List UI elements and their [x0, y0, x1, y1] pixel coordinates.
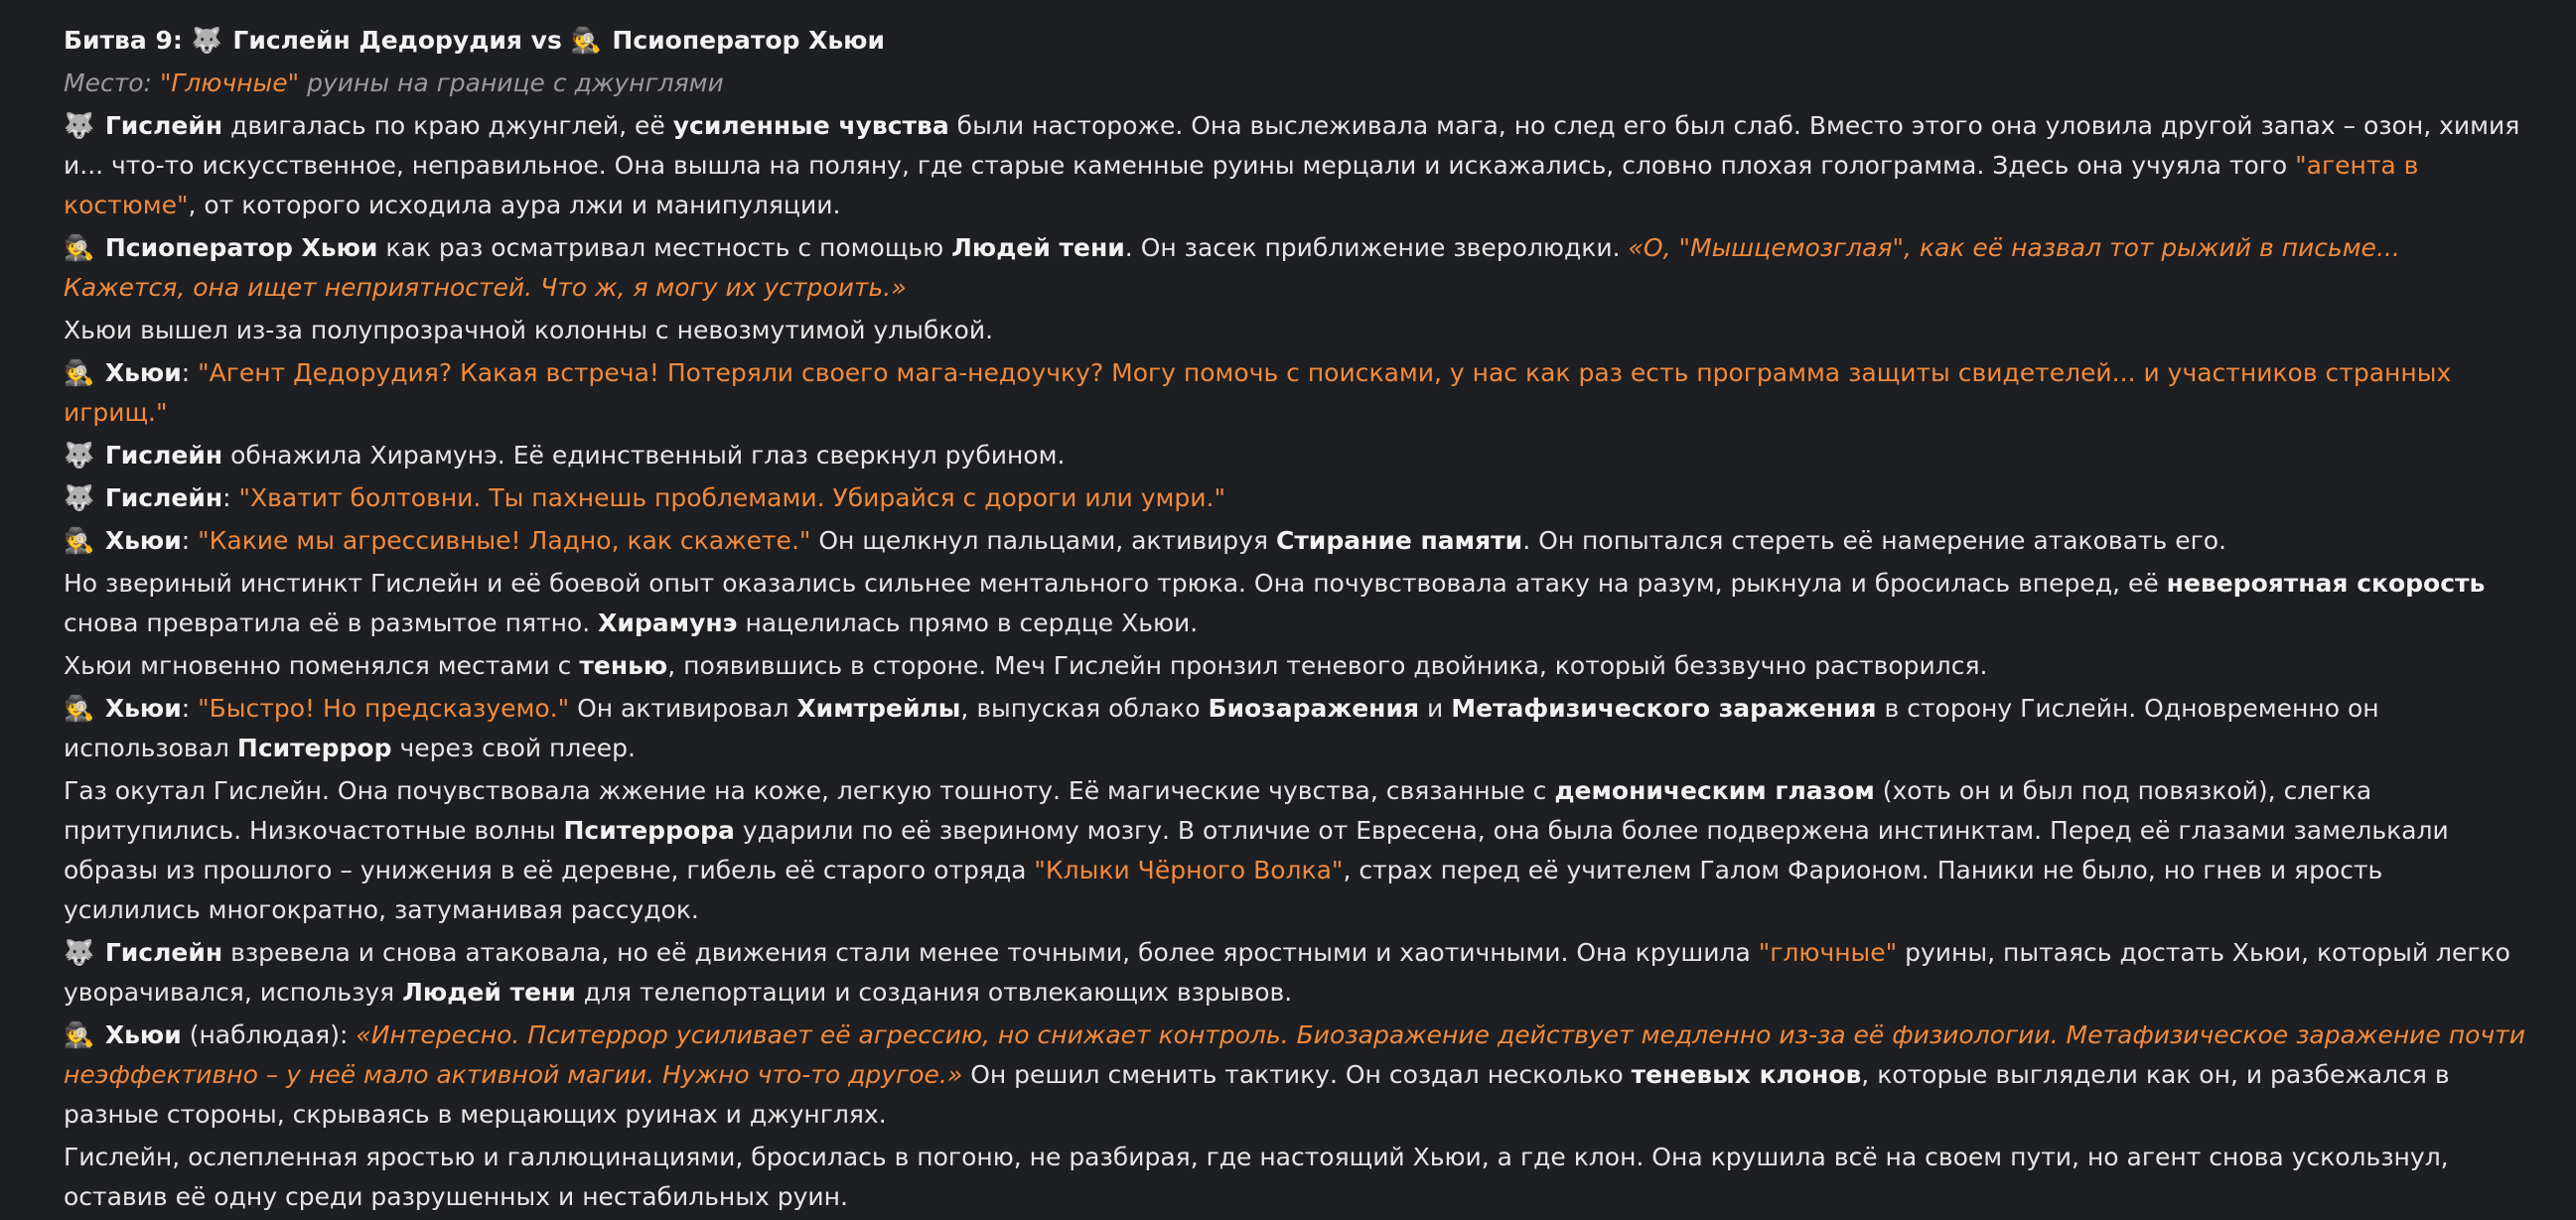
text-segment: руины, пытаясь достать Хьюи, который легко уворачивался, используя	[64, 938, 2510, 1007]
text-segment: :	[181, 358, 199, 387]
bold-term: Пситеррора	[563, 816, 735, 845]
text-segment: и	[1419, 694, 1452, 723]
bold-term: Стирание памяти	[1275, 526, 1523, 555]
quote-text: «О, "Мышцемозглая", как её назвал тот рыжий в письме... Кажется, она ищет неприятностей. Что ж, я могу их устроить.»	[64, 233, 2400, 302]
text-segment: двигалась по краю джунглей, её	[222, 111, 673, 140]
quote-text: "Глючные"	[159, 68, 300, 97]
text-segment: ударили по её звериному мозгу. В отличие от Евресена, она была более подвержена инстинктам. Перед её глазами замелькали образы из прошлого – унижения в её деревне, гибель её старого отряда	[64, 816, 2449, 884]
text-segment: через свой плеер.	[391, 734, 636, 762]
text-segment: были настороже. Она выслеживала мага, но след его был слаб. Вместо этого она уловила другой запах – озон, химия и... что-то искусственное, неправильное. Она вышла на поляну, где старые каменные руины мерцали и искажались, словно плохая голограмма. Здесь она учуяла того	[64, 111, 2520, 180]
text-segment: как раз осматривал местность с помощью	[377, 233, 952, 262]
text-segment: :	[222, 483, 239, 512]
text-segment: Хьюи мгновенно поменялся местами с	[64, 651, 580, 680]
wolf-icon: 🐺	[64, 111, 95, 140]
text-segment: обнажила Хирамунэ. Её единственный глаз сверкнул рубином.	[222, 441, 1066, 470]
bold-term: Гислейн	[96, 938, 223, 967]
story-paragraph	[64, 436, 2526, 475]
text-segment: нацелилась прямо в сердце Хьюи.	[737, 609, 1199, 637]
location-line	[64, 64, 2526, 103]
story-paragraph	[64, 228, 2526, 308]
bold-term: Людей тени	[402, 978, 576, 1007]
text-segment: Он решил сменить тактику. Он создал несколько	[962, 1060, 1632, 1089]
bold-term: Хьюи	[96, 526, 182, 555]
text-segment: Гислейн, ослепленная яростью и галлюцинациями, бросилась в погоню, не разбирая, где настоящий Хьюи, а где клон. Она крушила всё на своем пути, но агент снова ускользнул, оставив её одну среди разрушенных и нестабильных руин.	[64, 1143, 2449, 1211]
bold-term: Химтрейлы	[796, 694, 961, 723]
story-paragraph	[64, 478, 2526, 518]
story-paragraph	[64, 689, 2526, 768]
quote-text: "Клыки Чёрного Волка"	[1034, 856, 1344, 884]
wolf-icon: 🐺	[191, 26, 222, 55]
text-segment: Он активировал	[569, 694, 797, 723]
bold-term: Хьюи	[96, 358, 182, 387]
quote-text: "глючные"	[1758, 938, 1898, 967]
story-paragraph	[64, 353, 2526, 433]
text-segment: для телепортации и создания отвлекающих взрывов.	[575, 978, 1293, 1007]
text-segment: , появившись в стороне. Меч Гислейн пронзил теневого двойника, который беззвучно растворился.	[667, 651, 1988, 680]
text-segment: руины на границе с джунглями	[299, 68, 724, 97]
story-paragraph	[64, 771, 2526, 930]
bold-term: Людей тени	[951, 233, 1125, 262]
text-segment: Хьюи вышел из-за полупрозрачной колонны с невозмутимой улыбкой.	[64, 316, 994, 344]
wolf-icon: 🐺	[64, 483, 95, 512]
wolf-icon: 🐺	[64, 938, 95, 967]
spy-icon: 🕵️	[64, 694, 95, 723]
story-paragraph	[64, 311, 2526, 350]
bold-term: Гислейн Дедорудия vs	[223, 26, 571, 55]
quote-text: "Агент Дедорудия? Какая встреча! Потеряли своего мага-недоучку? Могу помочь с поисками, у нас как раз есть программа защиты свидетелей... и участников странных игрищ."	[64, 358, 2452, 427]
bold-term: Хьюи	[96, 694, 182, 723]
story-paragraph	[64, 646, 2526, 686]
text-segment: . Он попытался стереть её намерение атаковать его.	[1522, 526, 2226, 555]
battle-log	[64, 21, 2526, 1220]
text-segment: Он щелкнул пальцами, активируя	[810, 526, 1276, 555]
quote-text: «Интересно. Пситеррор усиливает её агрессию, но снижает контроль. Биозаражение действует медленно из-за её физиологии. Метафизическое заражение почти неэффективно – у неё мало активной магии. Нужно что-то другое.»	[64, 1020, 2525, 1089]
quote-text: "Быстро! Но предсказуемо."	[198, 694, 570, 723]
text-segment: , которые выглядели как он, и разбежался в разные стороны, скрываясь в мерцающих руинах и джунглях.	[64, 1060, 2450, 1129]
bold-term: усиленные чувства	[672, 111, 949, 140]
bold-term: Псиоператор Хьюи	[96, 233, 378, 262]
bold-term: Гислейн	[96, 483, 223, 512]
spy-icon: 🕵️	[64, 526, 95, 555]
text-segment: взревела и снова атаковала, но её движения стали менее точными, более яростными и хаотичными. Она крушила	[222, 938, 1759, 967]
text-segment: , страх перед её учителем Галом Фарионом. Паники не было, но гнев и ярость усилились многократно, затуманивая рассудок.	[64, 856, 2383, 924]
text-segment: в сторону Гислейн. Одновременно он использовал	[64, 694, 2379, 762]
spy-icon: 🕵️	[64, 1020, 95, 1049]
story-paragraph	[64, 933, 2526, 1013]
text-segment: , выпуская облако	[960, 694, 1209, 723]
text-segment: (наблюдая):	[181, 1020, 357, 1049]
bold-term: Гислейн	[96, 111, 223, 140]
battle-title	[64, 21, 2526, 61]
bold-term: Хьюи	[96, 1020, 182, 1049]
text-segment: :	[181, 526, 199, 555]
bold-term: Битва 9:	[64, 26, 192, 55]
bold-term: теневых клонов	[1631, 1060, 1862, 1089]
text-segment: (хоть он и был под повязкой), слегка притупились. Низкочастотные волны	[64, 776, 2372, 845]
text-segment: . Он засек приближение зверолюдки.	[1124, 233, 1629, 262]
text-segment: Место:	[64, 68, 160, 97]
quote-text: "агента в костюме"	[64, 151, 2419, 219]
wolf-icon: 🐺	[64, 441, 95, 470]
text-segment: Газ окутал Гислейн. Она почувствовала жжение на коже, легкую тошноту. Её магические чувства, связанные с	[64, 776, 1555, 805]
bold-term: Биозаражения	[1208, 694, 1420, 723]
text-segment: :	[181, 694, 199, 723]
bold-term: Пситеррор	[236, 734, 392, 762]
bold-term: демоническим глазом	[1554, 776, 1875, 805]
story-paragraph	[64, 106, 2526, 225]
bold-term: Гислейн	[96, 441, 223, 470]
spy-icon: 🕵️	[64, 233, 95, 262]
spy-icon: 🕵️	[570, 26, 602, 55]
text-segment: Но звериный инстинкт Гислейн и её боевой опыт оказались сильнее ментального трюка. Она почувствовала атаку на разум, рыкнула и бросилась вперед, её	[64, 569, 2167, 598]
quote-text: "Хватит болтовни. Ты пахнешь проблемами. Убирайся с дороги или умри."	[238, 483, 1225, 512]
quote-text: "Какие мы агрессивные! Ладно, как скажете."	[198, 526, 811, 555]
bold-term: тенью	[579, 651, 668, 680]
story-paragraph	[64, 1138, 2526, 1217]
story-paragraph	[64, 521, 2526, 561]
bold-term: Псиоператор Хьюи	[603, 26, 886, 55]
bold-term: Метафизического заражения	[1451, 694, 1877, 723]
bold-term: Хирамунэ	[598, 609, 738, 637]
text-segment: , от которого исходила аура лжи и манипуляции.	[188, 191, 841, 219]
story-paragraph	[64, 564, 2526, 643]
spy-icon: 🕵️	[64, 358, 95, 387]
story-paragraph	[64, 1016, 2526, 1135]
text-segment: снова превратила её в размытое пятно.	[64, 609, 599, 637]
bold-term: невероятная скорость	[2166, 569, 2486, 598]
